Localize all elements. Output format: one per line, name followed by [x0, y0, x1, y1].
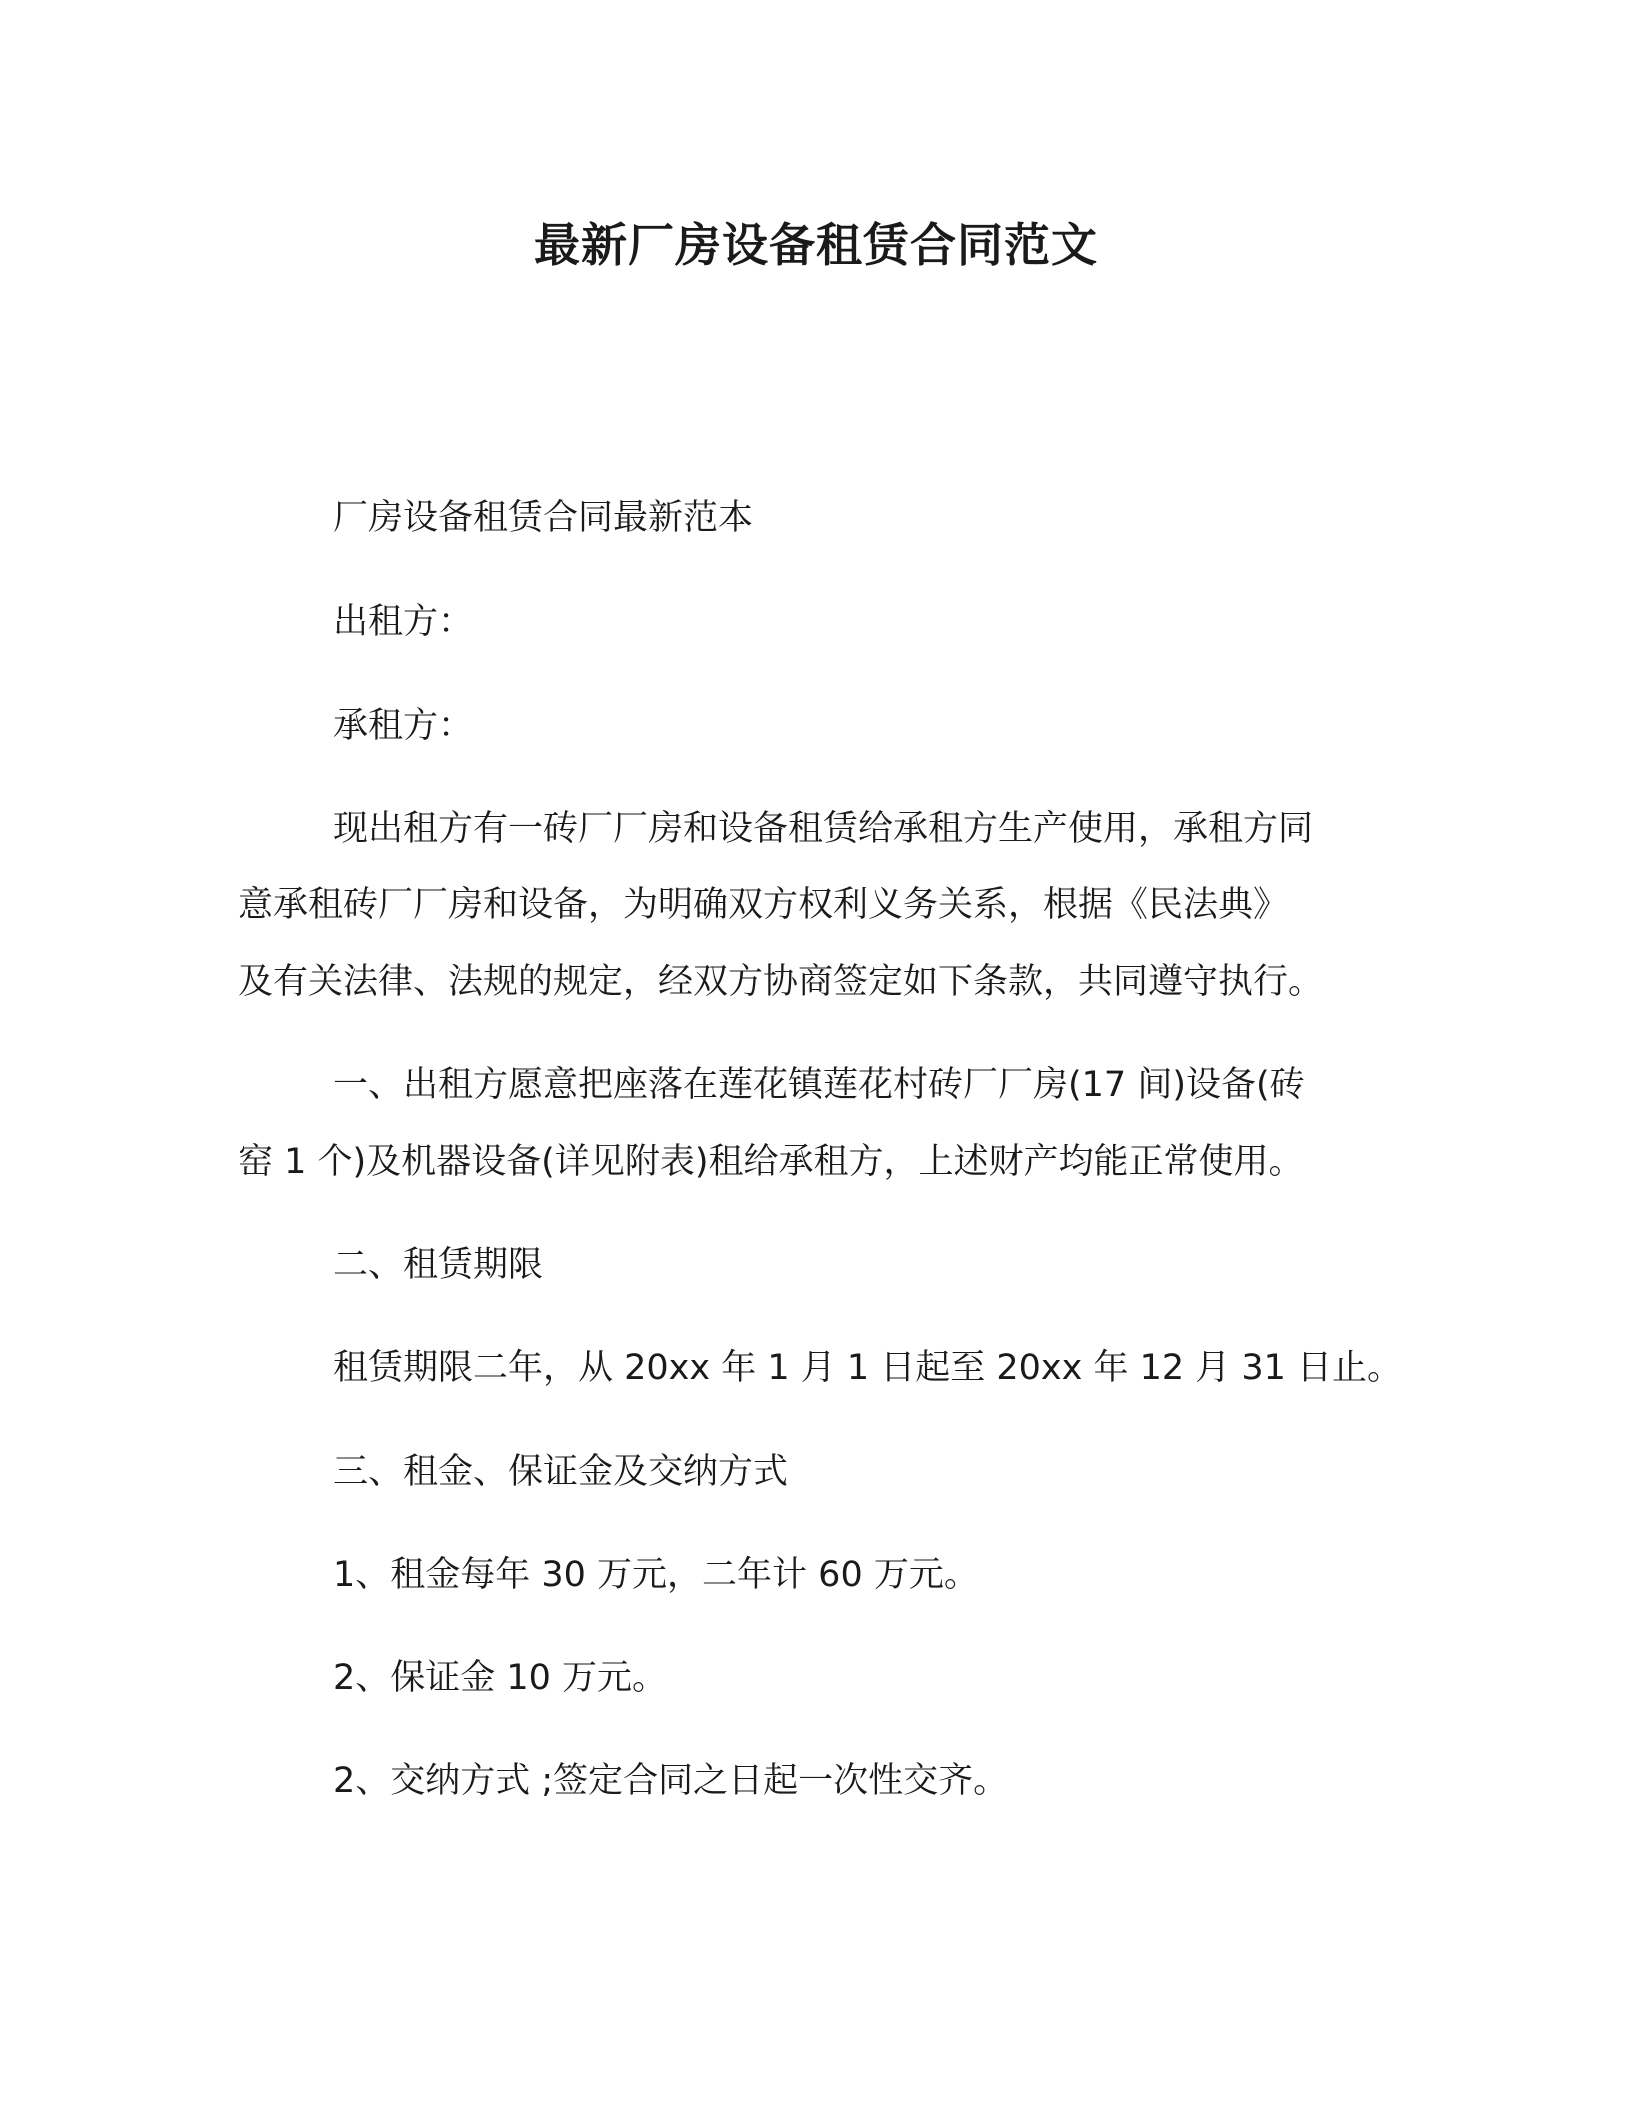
- clause3-item-3: 2、交纳方式 ;签定合同之日起一次性交齐。: [333, 1761, 1009, 1801]
- contract-subtitle: 厂房设备租赁合同最新范本: [333, 498, 754, 538]
- document-title: 最新厂房设备租赁合同范文: [534, 218, 1098, 272]
- clause2-body: 租赁期限二年，从 20xx 年 1 月 1 日起至 20xx 年 12 月 31 日止。: [333, 1348, 1403, 1388]
- clause1-line-1: 一、出租方愿意把座落在莲花镇莲花村砖厂厂房(17 间)设备(砖: [333, 1065, 1305, 1105]
- lessor-label: 出租方：: [333, 602, 474, 642]
- lessee-label: 承租方：: [333, 706, 474, 746]
- intro-line-1: 现出租方有一砖厂厂房和设备租赁给承租方生产使用，承租方同: [333, 809, 1314, 849]
- intro-line-3: 及有关法律、法规的规定，经双方协商签定如下条款，共同遵守执行。: [238, 962, 1324, 1002]
- clause2-heading: 二、租赁期限: [333, 1245, 544, 1285]
- clause1-line-2: 窑 1 个)及机器设备(详见附表)租给承租方，上述财产均能正常使用。: [238, 1142, 1304, 1182]
- clause3-item-1: 1、租金每年 30 万元，二年计 60 万元。: [333, 1555, 979, 1595]
- intro-line-2: 意承租砖厂厂房和设备，为明确双方权利义务关系，根据《民法典》: [238, 885, 1289, 925]
- clause3-heading: 三、租金、保证金及交纳方式: [333, 1452, 789, 1492]
- clause3-item-2: 2、保证金 10 万元。: [333, 1658, 668, 1698]
